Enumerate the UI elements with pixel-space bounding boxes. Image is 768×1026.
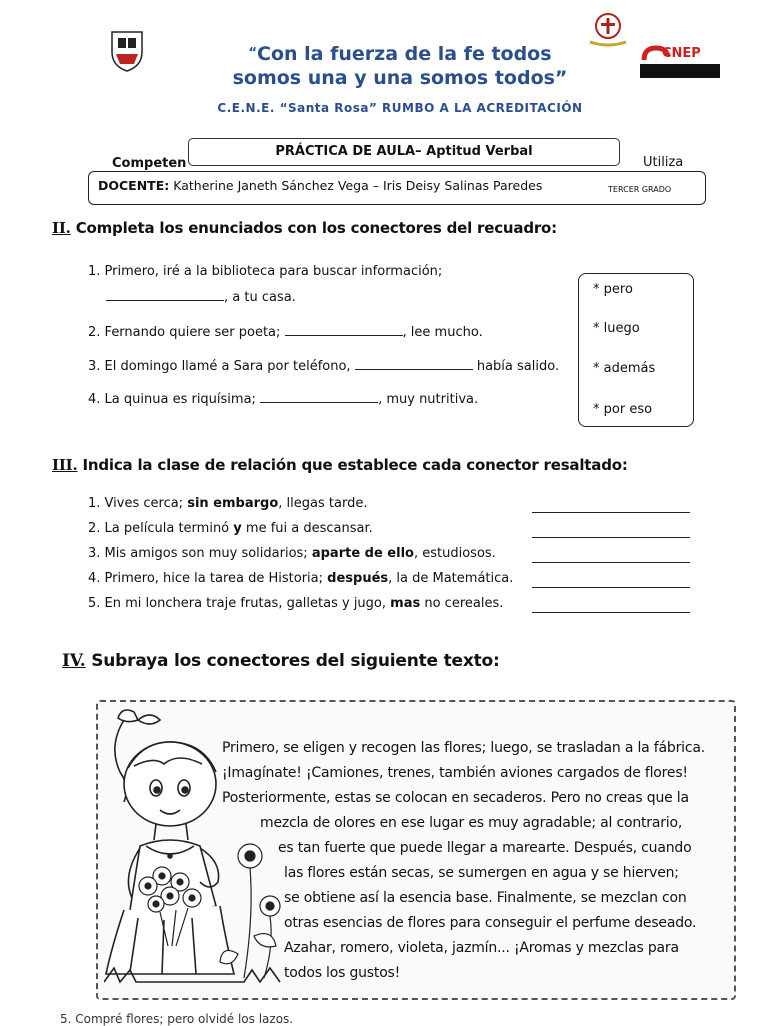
- s3-item-3-number: 3.: [88, 546, 101, 561]
- s2-item-4-text: La quinua es riquísima;: [104, 392, 256, 407]
- s2-item-2-blank[interactable]: [285, 323, 403, 336]
- s3-item-4-connector: después: [327, 571, 389, 586]
- s3-answer-line-4[interactable]: [532, 587, 690, 588]
- s3-answer-line-3[interactable]: [532, 562, 690, 563]
- s3-answer-line-2[interactable]: [532, 537, 690, 538]
- s3-item-5: [88, 596, 503, 611]
- passage-line-3: Posteriormente, estas se colocan en secaderos. Pero no creas que la: [222, 790, 689, 806]
- s2-item-4-tail: , muy nutritiva.: [378, 392, 479, 407]
- connector-luego: * luego: [593, 321, 640, 336]
- passage-line-7: se obtiene así la esencia base. Finalmente, se mezclan con: [284, 890, 687, 906]
- s3-item-4-post: , la de Matemática.: [388, 571, 514, 586]
- section-4-heading: [62, 651, 500, 671]
- utiliza-label: Utiliza: [643, 155, 684, 170]
- docente-label: DOCENTE:: [98, 178, 170, 193]
- s3-item-5-connector: mas: [390, 596, 421, 611]
- section-3-heading: [52, 456, 628, 474]
- passage-line-2: ¡Imagínate! ¡Camiones, trenes, también aviones cargados de flores!: [222, 765, 688, 781]
- practice-title: PRÁCTICA DE AULA– Aptitud Verbal: [188, 138, 620, 166]
- s3-item-2: [88, 521, 373, 536]
- motto-line-1: Con la fuerza de la fe todos: [257, 43, 552, 65]
- s3-item-3-post: , estudiosos.: [413, 546, 496, 561]
- s2-item-1-number: 1.: [88, 264, 101, 279]
- s3-answer-line-5[interactable]: [532, 612, 690, 613]
- s2-item-3: [88, 357, 559, 374]
- s2-item-3-text: El domingo llamé a Sara por teléfono,: [104, 359, 351, 374]
- s3-item-4-number: 4.: [88, 571, 101, 586]
- section-2-title: Completa los enunciados con los conectores del recuadro:: [75, 219, 557, 237]
- connector-por-eso: * por eso: [593, 402, 653, 417]
- s2-item-1-text: Primero, iré a la biblioteca para buscar información;: [104, 264, 443, 279]
- passage-line-5: es tan fuerte que puede llegar a marearte. Después, cuando: [278, 840, 692, 856]
- s3-item-2-pre: La película terminó: [104, 521, 230, 536]
- section-2-heading: [52, 219, 557, 237]
- passage-line-4: mezcla de olores en ese lugar es muy agradable; al contrario,: [260, 815, 683, 831]
- s3-item-2-connector: y: [233, 521, 242, 536]
- s2-item-1-cont: [106, 288, 296, 305]
- s2-item-3-blank[interactable]: [355, 357, 473, 370]
- section-3-title: Indica la clase de relación que establece cada conector resaltado:: [82, 456, 628, 474]
- reading-passage: [222, 736, 716, 986]
- connector-ademas: * además: [593, 361, 656, 376]
- school-motto: [180, 42, 620, 90]
- competencia-label: Competen: [112, 156, 187, 171]
- s3-item-5-number: 5.: [88, 596, 101, 611]
- cnep-logo-text: CNEP: [662, 46, 701, 61]
- passage-line-1: Primero, se eligen y recogen las flores; luego, se trasladan a la fábrica.: [222, 740, 705, 756]
- section-2-number: II.: [52, 219, 71, 237]
- s3-item-2-post: me fui a descansar.: [245, 521, 373, 536]
- s3-item-1-post: , llegas tarde.: [278, 496, 368, 511]
- s3-answer-line-1[interactable]: [532, 512, 690, 513]
- docente-names: Katherine Janeth Sánchez Vega – Iris Deisy Salinas Paredes: [173, 178, 543, 193]
- s3-item-3-connector: aparte de ello: [311, 546, 414, 561]
- s2-item-4-blank[interactable]: [260, 390, 378, 403]
- passage-line-10: todos los gustos!: [284, 965, 401, 981]
- section-4-title: Subraya los conectores del siguiente texto:: [91, 651, 500, 671]
- section-3-number: III.: [52, 456, 78, 474]
- s3-item-1: [88, 496, 367, 511]
- s3-item-1-pre: Vives cerca;: [104, 496, 184, 511]
- s3-item-2-number: 2.: [88, 521, 101, 536]
- grade-label: TERCER GRADO: [608, 185, 672, 194]
- motto-line-2: somos una y una somos todos”: [232, 67, 568, 89]
- passage-line-8: otras esencias de flores para conseguir el perfume deseado.: [284, 915, 697, 931]
- s3-item-3-pre: Mis amigos son muy solidarios;: [104, 546, 308, 561]
- cnep-logo: [640, 42, 720, 78]
- s3-item-5-pre: En mi lonchera traje frutas, galletas y jugo,: [104, 596, 387, 611]
- school-crest-logo: [104, 30, 150, 72]
- s2-item-2-tail: , lee mucho.: [402, 325, 483, 340]
- s2-item-4-number: 4.: [88, 392, 101, 407]
- s2-item-1-tail: , a tu casa.: [224, 290, 296, 305]
- school-subheading: C.E.N.E. “Santa Rosa” RUMBO A LA ACREDITACIÓN: [217, 101, 583, 115]
- s2-item-3-number: 3.: [88, 359, 101, 374]
- s3-item-5-post: no cereales.: [424, 596, 504, 611]
- connector-pero: * pero: [593, 282, 633, 297]
- section-4-number: IV.: [62, 651, 86, 671]
- s2-item-2-number: 2.: [88, 325, 101, 340]
- passage-line-6: las flores están secas, se sumergen en agua y se hierven;: [284, 865, 679, 881]
- passage-line-9: Azahar, romero, violeta, jazmín... ¡Aromas y mezclas para: [284, 940, 679, 956]
- motto-open-quote: “: [248, 46, 257, 61]
- s2-item-1: [88, 264, 442, 279]
- s3-item-4: [88, 571, 513, 586]
- s2-item-2: [88, 323, 483, 340]
- connectors-box: [578, 273, 694, 427]
- docente-line: [98, 178, 542, 193]
- s3-item-1-number: 1.: [88, 496, 101, 511]
- s3-item-1-connector: sin embargo: [187, 496, 279, 511]
- s3-item-4-pre: Primero, hice la tarea de Historia;: [104, 571, 324, 586]
- s3-item-3: [88, 546, 496, 561]
- s2-item-4: [88, 390, 478, 407]
- cut-off-next-line: 5. Compré flores; pero olvidé los lazos.: [60, 1012, 294, 1026]
- s2-item-1-blank[interactable]: [106, 288, 224, 301]
- s2-item-3-tail: había salido.: [476, 359, 560, 374]
- s2-item-2-text: Fernando quiere ser poeta;: [104, 325, 281, 340]
